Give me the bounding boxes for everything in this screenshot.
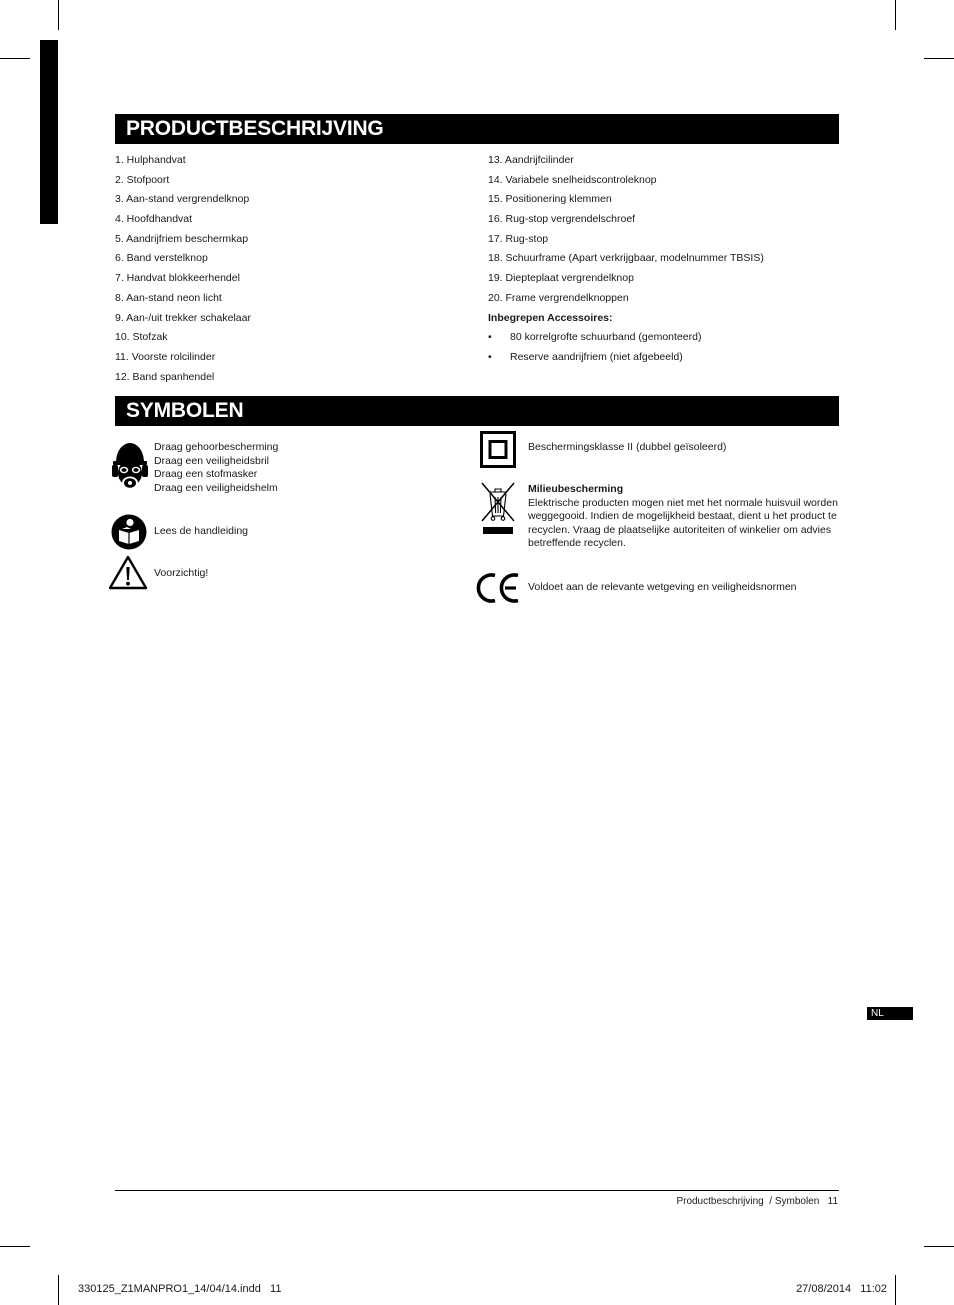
parts-list-left [115, 153, 251, 389]
list-item: 6. Band verstelknop [115, 252, 208, 265]
parts-list-right [488, 153, 764, 370]
crop-mark [58, 0, 59, 30]
list-item: 3. Aan-stand vergrendelknop [115, 193, 250, 206]
list-item: 2. Stofpoort [115, 173, 170, 186]
footer-rule [115, 1190, 839, 1191]
language-tab: NL [867, 1007, 913, 1020]
environment-line: recyclen. Vraag de plaatselijke autoriteiten of winkelier om advies [528, 523, 832, 536]
list-item: 14. Variabele snelheidscontroleknop [488, 173, 657, 186]
double-insulation-icon [480, 431, 516, 468]
ppe-text [154, 441, 278, 495]
list-item: 10. Stofzak [115, 331, 168, 344]
bullet: • [488, 331, 492, 344]
ppe-icon [111, 441, 149, 491]
ce-text: Voldoet aan de relevante wetgeving en veiligheidsnormen [528, 581, 797, 593]
list-item: 17. Rug-stop [488, 232, 549, 245]
symbols-heading: SYMBOLEN [115, 396, 839, 426]
ppe-line: Draag een stofmasker [154, 468, 258, 481]
manual-text: Lees de handleiding [154, 525, 248, 537]
manual-icon [111, 514, 147, 550]
list-item: 7. Handvat blokkeerhendel [115, 272, 240, 285]
environment-text [528, 483, 838, 551]
list-item: 11. Voorste rolcilinder [115, 350, 216, 363]
list-item: 8. Aan-stand neon licht [115, 291, 222, 304]
warning-icon [108, 555, 148, 590]
list-item: 4. Hoofdhandvat [115, 213, 193, 226]
list-item: 9. Aan-/uit trekker schakelaar [115, 311, 251, 324]
accessory-label: Reserve aandrijfriem (niet afgebeeld) [510, 350, 683, 363]
list-item: 13. Aandrijfcilinder [488, 154, 574, 166]
crop-mark [895, 1275, 896, 1305]
environment-line: Elektrische producten mogen niet met het normale huisvuil worden [528, 496, 838, 509]
list-item: 20. Frame vergrendelknoppen [488, 291, 629, 304]
list-item: 15. Positionering klemmen [488, 193, 612, 206]
list-item: 12. Band spanhendel [115, 370, 215, 383]
list-item: 1. Hulphandvat [115, 154, 186, 166]
environment-title: Milieubescherming [528, 483, 624, 495]
class2-text: Beschermingsklasse II (dubbel geïsoleerd) [528, 441, 727, 453]
accessory-item [488, 330, 764, 350]
list-item: 16. Rug-stop vergrendelschroef [488, 213, 636, 226]
environment-line: betreffende recyclen. [528, 537, 626, 550]
side-bar [40, 40, 58, 224]
product-heading: PRODUCTBESCHRIJVING [115, 114, 839, 144]
caution-text: Voorzichtig! [154, 567, 209, 579]
list-item: 19. Diepteplaat vergrendelknop [488, 272, 634, 285]
accessory-item [488, 350, 764, 370]
crop-mark [924, 58, 954, 59]
bullet: • [488, 350, 492, 363]
weee-bin-icon [480, 480, 516, 536]
list-item: 18. Schuurframe (Apart verkrijgbaar, modelnummer TBSIS) [488, 252, 764, 265]
ppe-line: Draag een veiligheidshelm [154, 481, 278, 494]
crop-mark [895, 0, 896, 30]
slug-left: 330125_Z1MANPRO1_14/04/14.indd 11 [78, 1283, 282, 1295]
slug-right: 27/08/2014 11:02 [796, 1283, 887, 1295]
crop-mark [924, 1246, 954, 1247]
accessory-label: 80 korrelgrofte schuurband (gemonteerd) [510, 331, 702, 344]
accessories-heading: Inbegrepen Accessoires: [488, 311, 613, 324]
crop-mark [0, 58, 30, 59]
ppe-line: Draag een veiligheidsbril [154, 454, 269, 467]
crop-mark [0, 1246, 30, 1247]
ppe-line: Draag gehoorbescherming [154, 441, 279, 453]
ce-mark-icon [476, 572, 522, 604]
list-item: 5. Aandrijfriem beschermkap [115, 232, 249, 245]
crop-mark [58, 1275, 59, 1305]
footer-text: Productbeschrijving / Symbolen 11 [676, 1196, 838, 1207]
environment-line: weggegooid. Indien de mogelijkheid bestaat, dient u het product te [528, 510, 837, 523]
